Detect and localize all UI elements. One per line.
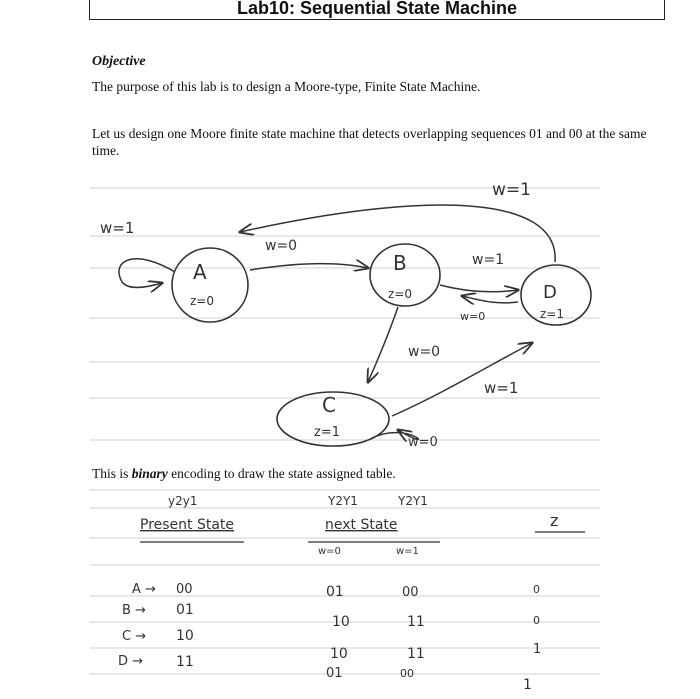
- label-b-to-c: w=0: [408, 344, 441, 360]
- header-present-vars: y2y1: [168, 494, 198, 508]
- row-state-a: A →: [132, 582, 156, 597]
- row-state-d: D →: [118, 654, 144, 669]
- row-z-a: 0: [533, 583, 540, 596]
- objective-text: The purpose of this lab is to design a Moore-type, Finite State Machine.: [92, 79, 481, 94]
- arrow-a-to-b: [250, 264, 368, 270]
- arrow-a-self: [119, 259, 175, 288]
- state-a-circle: [172, 248, 248, 322]
- header-next-vars-b: Y2Y1: [398, 494, 428, 508]
- table-row: [132, 582, 540, 600]
- page-title: Lab10: Sequential State Machine: [236, 0, 518, 18]
- state-c-name: C: [322, 393, 336, 417]
- encoding-note-emph: binary: [131, 466, 168, 481]
- table-row: [122, 602, 540, 630]
- label-d-to-b: w=0: [460, 310, 486, 323]
- row-code-c: 10: [176, 628, 194, 644]
- header-next-vars-a: Y2Y1: [328, 494, 358, 508]
- row-w0-a: 01: [326, 584, 344, 600]
- row-code-b: 01: [176, 602, 194, 618]
- row-w1-d: 00: [400, 667, 414, 680]
- row-w0-c: 10: [330, 646, 348, 662]
- encoding-note-suffix: encoding to draw the state assigned table.: [167, 466, 396, 481]
- header-w1: w=1: [396, 546, 419, 557]
- label-d-to-a: w=1: [492, 180, 531, 200]
- arrow-d-to-b: [462, 296, 518, 303]
- state-c-output: z=1: [314, 425, 340, 440]
- header-w0: w=0: [318, 546, 341, 557]
- row-w0-d: 01: [326, 666, 343, 681]
- state-b-name: B: [393, 251, 407, 275]
- state-d-output: z=1: [540, 307, 564, 321]
- state-a-output: z=0: [190, 294, 214, 308]
- ruled-lines: [90, 188, 600, 674]
- row-w1-c: 11: [407, 646, 425, 662]
- header-next-state: next State: [325, 517, 398, 533]
- row-z-c: 1: [533, 642, 542, 657]
- encoding-note-prefix: This is: [92, 466, 132, 481]
- row-state-b: B →: [122, 603, 146, 618]
- row-w0-b: 10: [332, 614, 350, 630]
- objective-heading: Objective: [92, 54, 146, 69]
- row-code-d: 11: [176, 654, 194, 670]
- row-w1-b: 11: [407, 614, 425, 630]
- row-state-c: C →: [122, 629, 147, 644]
- state-d-name: D: [543, 282, 557, 303]
- row-z-d: 1: [523, 677, 532, 693]
- task-text: Let us design one Moore finite state machine that detects overlapping sequences 01 and 00 at the same time.: [92, 126, 647, 158]
- header-present-state: Present State: [140, 517, 235, 533]
- label-a-self: w=1: [100, 219, 135, 237]
- arrow-b-to-d: [440, 285, 518, 292]
- label-c-self: w=0: [408, 435, 438, 450]
- header-output: z: [550, 511, 559, 530]
- label-c-to-d: w=1: [484, 379, 519, 397]
- row-code-a: 00: [176, 582, 193, 597]
- label-b-to-d: w=1: [472, 252, 505, 268]
- row-z-b: 0: [533, 614, 540, 627]
- label-a-to-b: w=0: [265, 238, 298, 254]
- state-a-name: A: [193, 260, 207, 284]
- row-w1-a: 00: [402, 585, 419, 600]
- state-b-output: z=0: [388, 287, 412, 301]
